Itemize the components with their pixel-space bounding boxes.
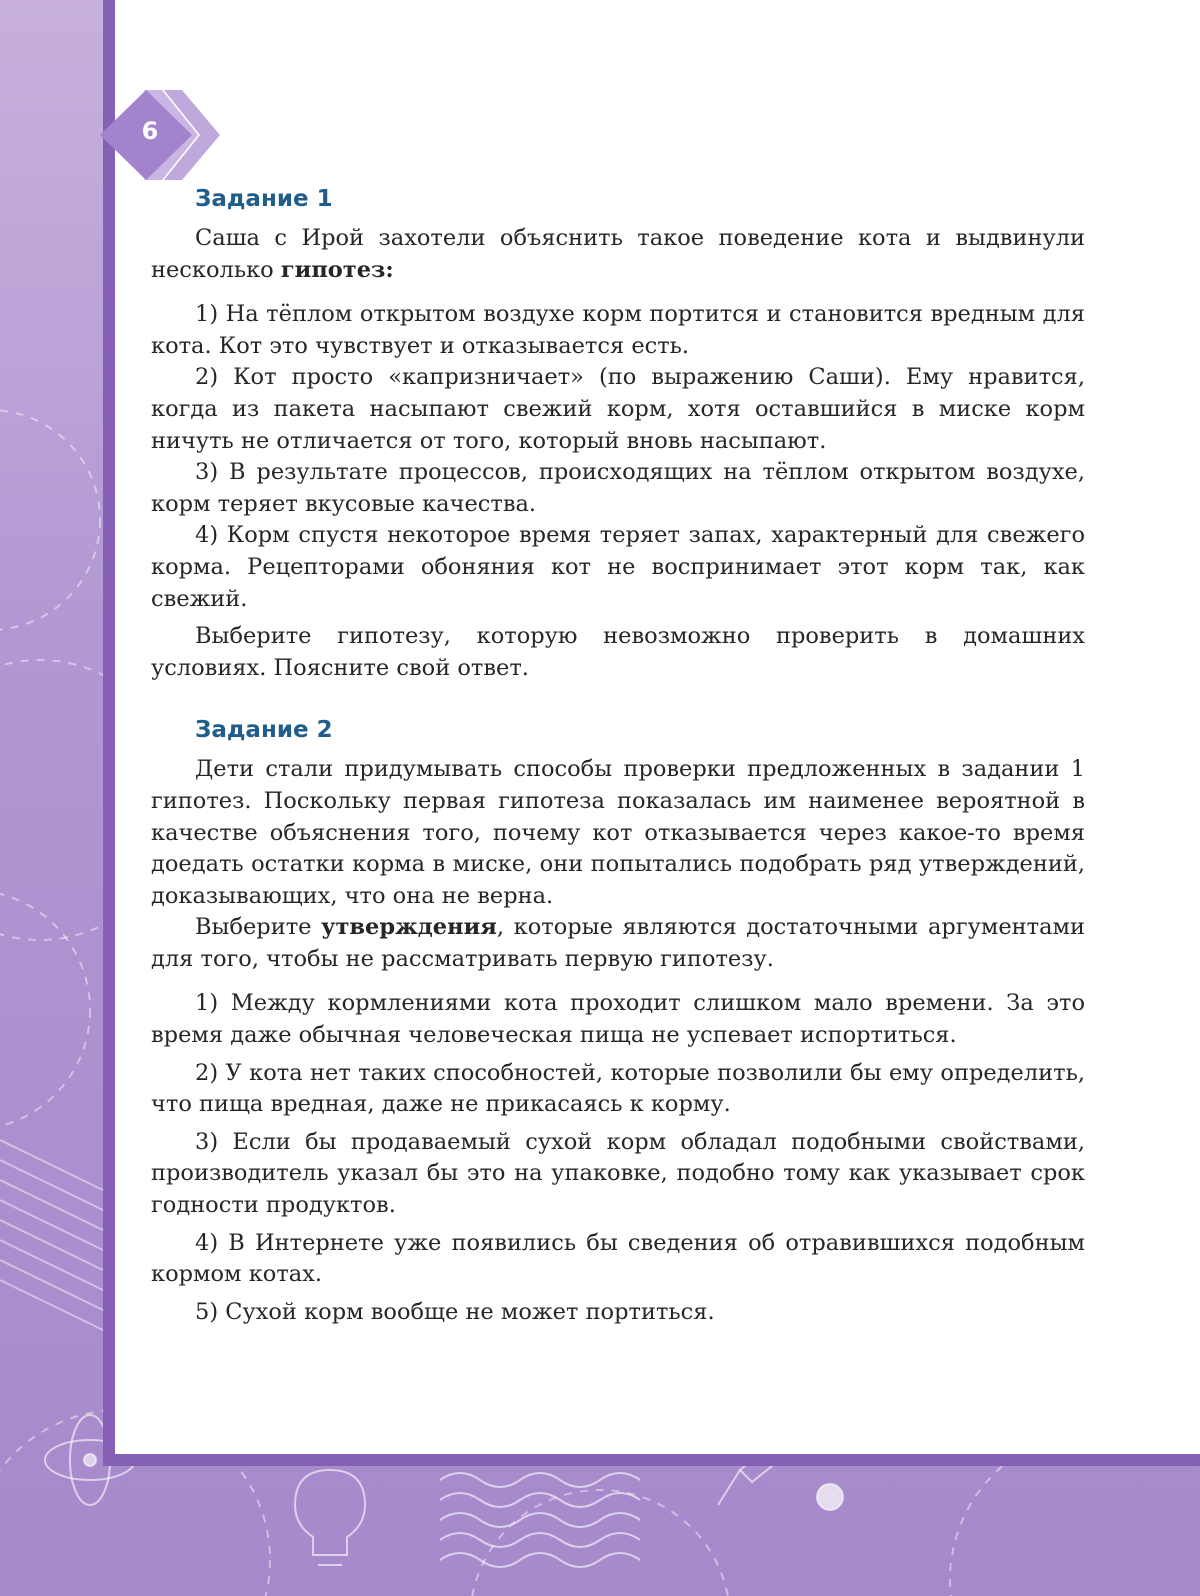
task2-question-bold: утверждения	[321, 914, 497, 941]
task2-statement-2: 2) У кота нет таких способностей, которые позволили бы ему определить, что пища вредная, даже не прикасаясь к корму.	[151, 1059, 1085, 1118]
task1-question: Выберите гипотезу, которую невозможно проверить в домашних условиях. Поясните свой ответ.	[151, 623, 1085, 681]
task1-hypothesis-1: 1) На тёплом открытом воздухе корм портится и становится вредным для кота. Кот это чувствует и отказывается есть.	[151, 301, 1085, 359]
page-content	[151, 183, 1085, 1328]
page-number: 6	[141, 117, 159, 145]
task2-statement-3: 3) Если бы продаваемый сухой корм обладал подобными свойствами, производитель указал бы это на упаковке, подобно тому как указывает срок годности продуктов.	[151, 1128, 1085, 1219]
task2-question-end: , которые являются достаточными аргументами для того, чтобы не рассматривать первую гипотезу.	[151, 914, 1085, 972]
task1-intro-text: Саша с Ирой захотели объяснить такое поведение кота и выдвинули несколько	[151, 225, 1085, 283]
task2-statement-5: 5) Сухой корм вообще не может портиться.	[195, 1298, 715, 1325]
task2-statement-1: 1) Между кормлениями кота проходит слишком мало времени. За это время даже обычная человеческая пища не успевает испортиться.	[151, 990, 1085, 1049]
task2-question-start: Выберите	[195, 914, 312, 941]
task2-statement-4: 4) В Интернете уже появились бы сведения об отравившихся подобным кормом котах.	[151, 1229, 1085, 1288]
task1-hypothesis-4: 4) Корм спустя некоторое время теряет запах, характерный для свежего корма. Рецепторами обоняния кот не воспринимает этот корм так, как свежий.	[151, 522, 1085, 612]
task1-intro	[151, 223, 1085, 286]
task1-heading: Задание 1	[195, 186, 333, 212]
task2-intro: Дети стали придумывать способы проверки предложенных в задании 1 гипотез. Поскольку первая гипотеза показалась им наименее вероятной в качестве объяснения того, почему кот отказывается через какое-то время доедать остатки корма в миске, они попытались подобрать ряд утверждений, доказывающих, что она не верна.	[151, 756, 1085, 909]
task1-hypothesis-3: 3) В результате процессов, происходящих на тёплом открытом воздухе, корм теряет вкусовые качества.	[151, 459, 1085, 517]
task2-question	[151, 912, 1085, 975]
task1-intro-bold: гипотез:	[280, 256, 394, 283]
task1-hypothesis-2: 2) Кот просто «капризничает» (по выражению Саши). Ему нравится, когда из пакета насыпают свежий корм, хотя оставшийся в миске корм ничуть не отличается от того, который вновь насыпают.	[151, 364, 1085, 454]
task2-heading: Задание 2	[195, 717, 333, 744]
